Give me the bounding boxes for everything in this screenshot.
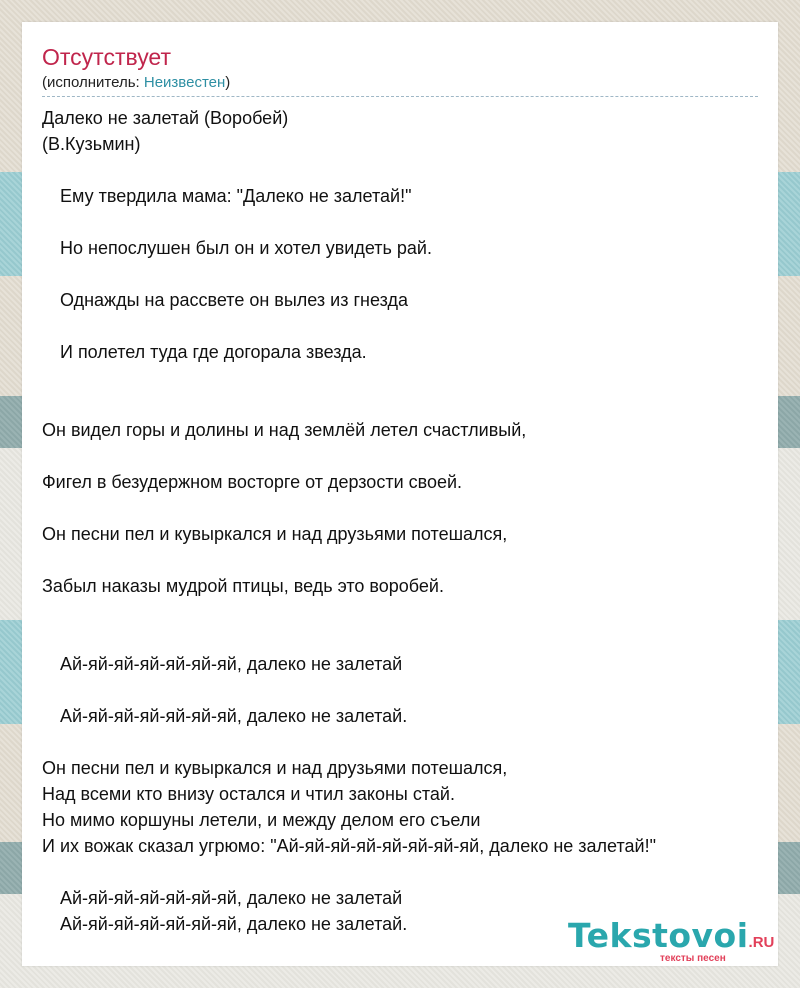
lyric-line: Но мимо коршуны летели, и между делом его съели — [42, 810, 481, 830]
artist-prefix: (исполнитель: — [42, 74, 144, 91]
lyric-blank-line — [42, 625, 758, 651]
lyrics-card — [22, 22, 778, 966]
lyric-line: Ай-яй-яй-яй-яй-яй-яй, далеко не залетай — [60, 888, 403, 908]
lyric-line: Однажды на рассвете он вылез из гнезда — [60, 290, 408, 310]
lyric-line: Но непослушен был он и хотел увидеть рай. — [60, 238, 432, 258]
lyric-line: Над всеми кто внизу остался и чтил законы стай. — [42, 784, 455, 804]
lyric-blank-line — [42, 391, 758, 417]
lyric-blank-line — [42, 261, 758, 287]
lyric-blank-line — [42, 313, 758, 339]
lyric-line: Ему твердила мама: "Далеко не залетай!" — [60, 186, 412, 206]
lyrics-body — [42, 105, 758, 937]
artist-line — [42, 72, 758, 97]
lyric-blank-line — [42, 495, 758, 521]
lyric-blank-line — [42, 859, 758, 885]
artist-link[interactable]: Неизвестен — [143, 74, 226, 91]
lyric-line: И их вожак сказал угрюмо: "Ай-яй-яй-яй-яй-яй-яй-яй, далеко не залетай!" — [42, 836, 656, 856]
logo-wordmark: Tekstovoi — [568, 916, 749, 955]
lyric-blank-line — [42, 729, 758, 755]
song-title: Отсутствует — [42, 44, 171, 70]
lyric-line: Он песни пел и кувыркался и над друзьями потешался, — [42, 758, 508, 778]
site-logo[interactable] — [568, 918, 788, 968]
lyric-line: Забыл наказы мудрой птицы, ведь это воробей. — [42, 576, 444, 596]
lyric-blank-line — [42, 547, 758, 573]
lyric-line: (В.Кузьмин) — [42, 134, 141, 154]
lyric-line: Далеко не залетай (Воробей) — [42, 108, 289, 128]
lyric-blank-line — [42, 599, 758, 625]
lyric-line: Ай-яй-яй-яй-яй-яй-яй, далеко не залетай. — [60, 706, 408, 726]
lyric-blank-line — [42, 443, 758, 469]
lyric-line: Он видел горы и долины и над землёй летел счастливый, — [42, 420, 527, 440]
lyric-blank-line — [42, 209, 758, 235]
lyric-blank-line — [42, 157, 758, 183]
lyric-line: Ай-яй-яй-яй-яй-яй-яй, далеко не залетай. — [60, 914, 408, 934]
logo-tagline: тексты песен — [660, 953, 726, 964]
lyric-blank-line — [42, 365, 758, 391]
lyric-line: И полетел туда где догорала звезда. — [60, 342, 367, 362]
lyric-line: Ай-яй-яй-яй-яй-яй-яй, далеко не залетай — [60, 654, 403, 674]
artist-suffix: ) — [225, 74, 231, 91]
lyric-line: Фигел в безудержном восторге от дерзости своей. — [42, 472, 463, 492]
lyric-blank-line — [42, 677, 758, 703]
logo-domain: .RU — [748, 934, 775, 951]
lyric-line: Он песни пел и кувыркался и над друзьями потешался, — [42, 524, 508, 544]
